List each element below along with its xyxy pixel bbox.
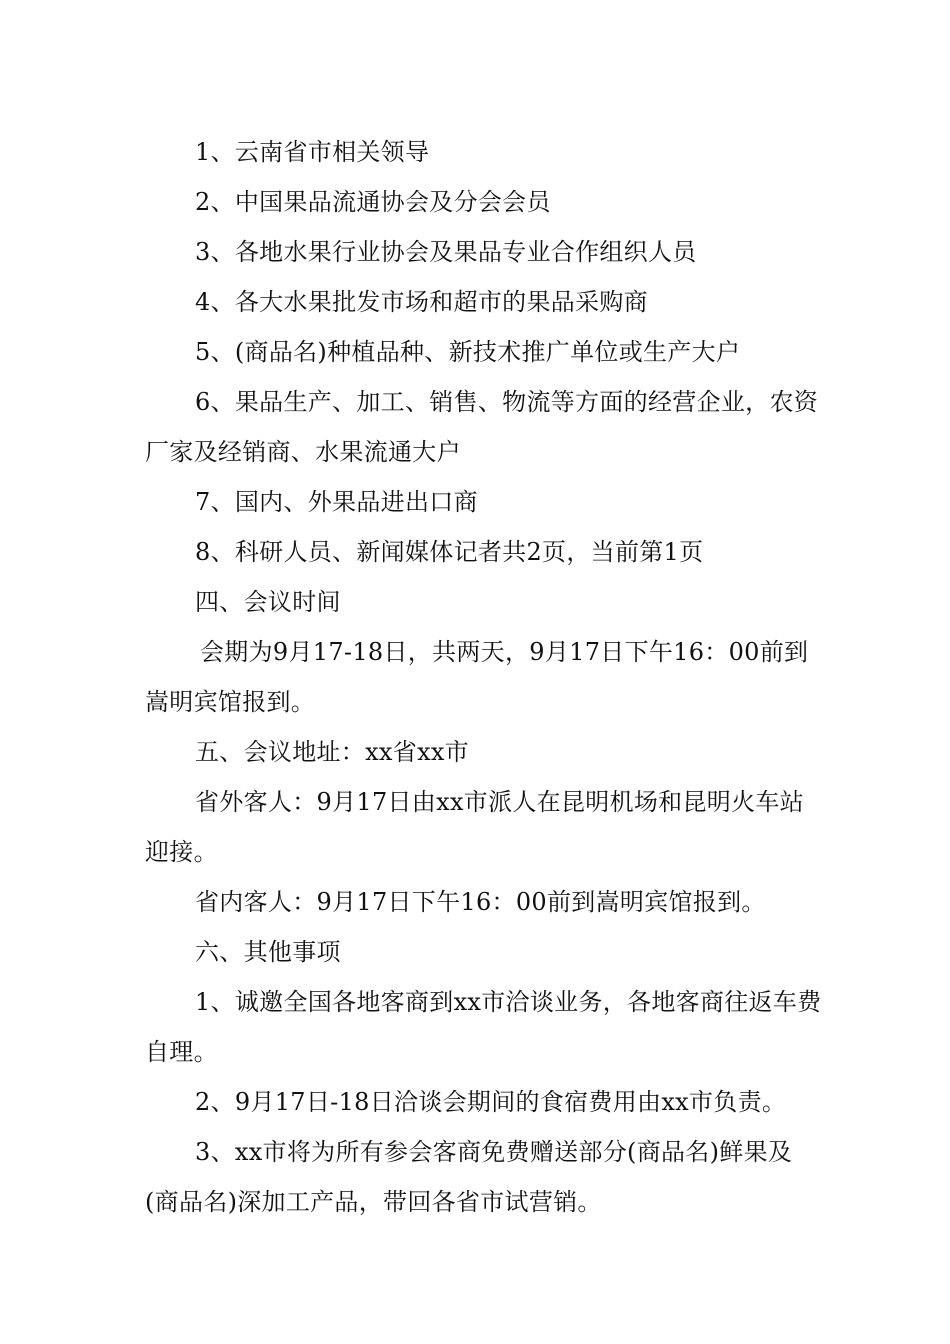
other-matter-item-3: 3、xx市将为所有参会客商免费赠送部分(商品名)鲜果及(商品名)深加工产品，带回各省市试营销。: [145, 1138, 793, 1216]
other-matter-item-1: 1、诚邀全国各地客商到xx市洽谈业务，各地客商往返车费自理。: [145, 988, 822, 1066]
section-heading-meeting-address: 五、会议地址：xx省xx市: [195, 738, 470, 766]
meeting-time-text: 会期为9月17-18日，共两天，9月17日下午16：00前到嵩明宾馆报到。: [145, 638, 809, 716]
section-heading-meeting-time: 四、会议时间: [195, 588, 341, 616]
attendee-item-8: 8、科研人员、新闻媒体记者共2页，当前第1页: [195, 538, 704, 566]
section-heading-other-matters: 六、其他事项: [195, 938, 341, 966]
attendee-item-4: 4、各大水果批发市场和超市的果品采购商: [195, 288, 648, 316]
attendee-item-7: 7、国内、外果品进出口商: [195, 488, 478, 516]
attendee-item-6: 6、果品生产、加工、销售、物流等方面的经营企业，农资厂家及经销商、水果流通大户: [145, 388, 819, 466]
attendee-item-1: 1、云南省市相关领导: [195, 138, 430, 166]
out-of-province-guests-text: 省外客人：9月17日由xx市派人在昆明机场和昆明火车站迎接。: [145, 788, 804, 866]
attendee-item-3: 3、各地水果行业协会及果品专业合作组织人员: [195, 238, 697, 266]
document-body: [145, 127, 825, 1227]
attendee-item-5: 5、(商品名)种植品种、新技术推广单位或生产大户: [195, 338, 741, 366]
other-matter-item-2: 2、9月17日-18日洽谈会期间的食宿费用由xx市负责。: [195, 1088, 787, 1116]
attendee-item-2: 2、中国果品流通协会及分会会员: [195, 188, 551, 216]
in-province-guests-text: 省内客人：9月17日下午16：00前到嵩明宾馆报到。: [195, 888, 766, 916]
